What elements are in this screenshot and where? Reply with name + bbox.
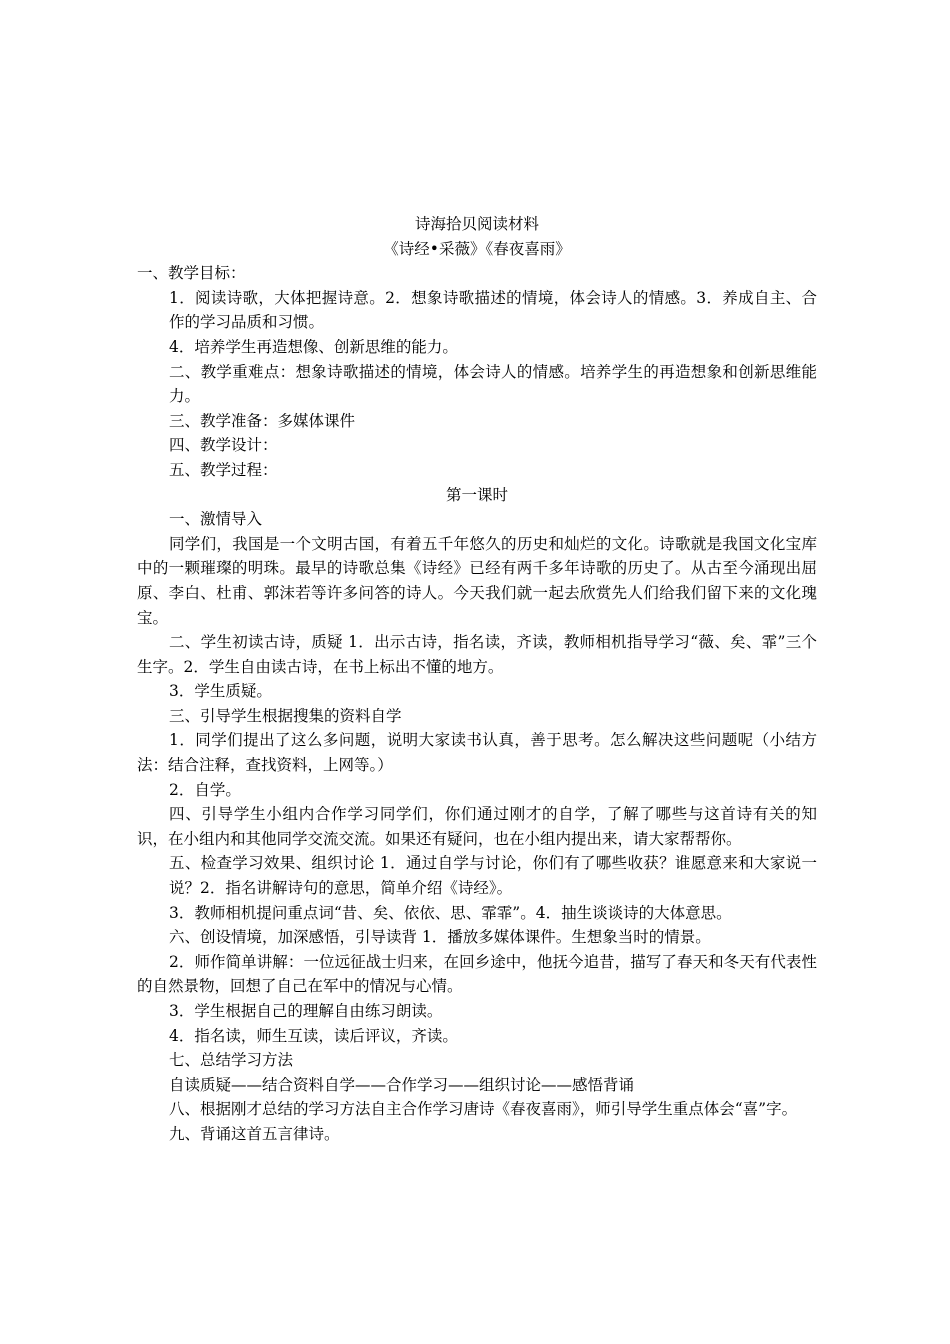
paragraph: 同学们，我国是一个文明古国，有着五千年悠久的历史和灿烂的文化。诗歌就是我国文化宝库中的一颗璀璨的明珠。最早的诗歌总集《诗经》已经有两千多年诗歌的历史了。从古至今涌现出屈原、李白、杜甫、郭沫若等许多问答的诗人。今天我们就一起去欣赏先人们给我们留下来的文化瑰宝。 <box>137 534 817 627</box>
paragraph: 五、教学过程： <box>169 460 278 479</box>
teaching-plan-intro <box>137 261 817 482</box>
paragraph: 2．自学。 <box>169 780 241 799</box>
paragraph: 四、教学设计： <box>169 436 278 455</box>
paragraph: 七、总结学习方法 <box>169 1051 294 1070</box>
paragraph: 3．学生根据自己的理解自由练习朗读。 <box>169 1002 443 1020</box>
paragraph: 六、创设情境，加深感悟，引导读背 1．播放多媒体课件。生想象当时的情景。 <box>169 928 711 947</box>
paragraph: 九、背诵这首五言律诗。 <box>169 1124 340 1143</box>
document-title: 诗海拾贝阅读材料 <box>414 215 539 233</box>
paragraph: 二、教学重难点：想象诗歌描述的情境，体会诗人的情感。培养学生的再造想象和创新思维能力。 <box>169 362 817 406</box>
paragraph: 二、学生初读古诗，质疑 1．出示古诗，指名读，齐读，教师相机指导学习“薇、矣、霏”三个生字。2．学生自由读古诗，在书上标出不懂的地方。 <box>137 633 817 676</box>
document-body <box>137 212 817 1147</box>
paragraph: 五、检查学习效果、组织讨论 1．通过自学与讨论，你们有了哪些收获？谁愿意来和大家说一说？2．指名讲解诗句的意思，简单介绍《诗经》。 <box>169 854 817 898</box>
paragraph: 一、激情导入 <box>169 510 263 529</box>
lesson-content <box>137 507 817 1146</box>
document-subtitle: 《诗经•采薇》《春夜喜雨》 <box>383 239 571 258</box>
paragraph: 三、引导学生根据搜集的资料自学 <box>169 706 402 725</box>
paragraph: 4．培养学生再造想像、创新思维的能力。 <box>169 337 458 356</box>
paragraph: 一、教学目标： <box>137 264 246 283</box>
paragraph: 4．指名读，师生互读，读后评议，齐读。 <box>169 1026 458 1045</box>
paragraph: 2．师作简单讲解：一位远征战士归来，在回乡途中，他抚今追昔，描写了春天和冬天有代表性的自然景物，回想了自己在军中的情况与心情。 <box>137 952 817 996</box>
paragraph: 3．教师相机提问重点词“昔、矣、依依、思、霏霏”。4．抽生谈谈诗的大体意思。 <box>169 903 732 922</box>
paragraph: 1．阅读诗歌，大体把握诗意。2．想象诗歌描述的情境，体会诗人的情感。3．养成自主、合作的学习品质和习惯。 <box>169 288 817 332</box>
paragraph: 3．学生质疑。 <box>169 682 272 701</box>
lesson-heading: 第一课时 <box>445 485 508 504</box>
paragraph: 四、引导学生小组内合作学习同学们，你们通过刚才的自学，了解了哪些与这首诗有关的知识，在小组内和其他同学交流交流。如果还有疑问，也在小组内提出来，请大家帮帮你。 <box>137 805 817 848</box>
paragraph: 自读质疑——结合资料自学——合作学习——组织讨论——感悟背诵 <box>169 1075 635 1094</box>
paragraph: 1．同学们提出了这么多问题，说明大家读书认真，善于思考。怎么解决这些问题呢（小结方法：结合注释，查找资料，上网等。） <box>137 731 817 775</box>
paragraph: 三、教学准备：多媒体课件 <box>169 411 356 430</box>
paragraph: 八、根据刚才总结的学习方法自主合作学习唐诗《春夜喜雨》，师引导学生重点体会“喜”字。 <box>169 1100 798 1119</box>
